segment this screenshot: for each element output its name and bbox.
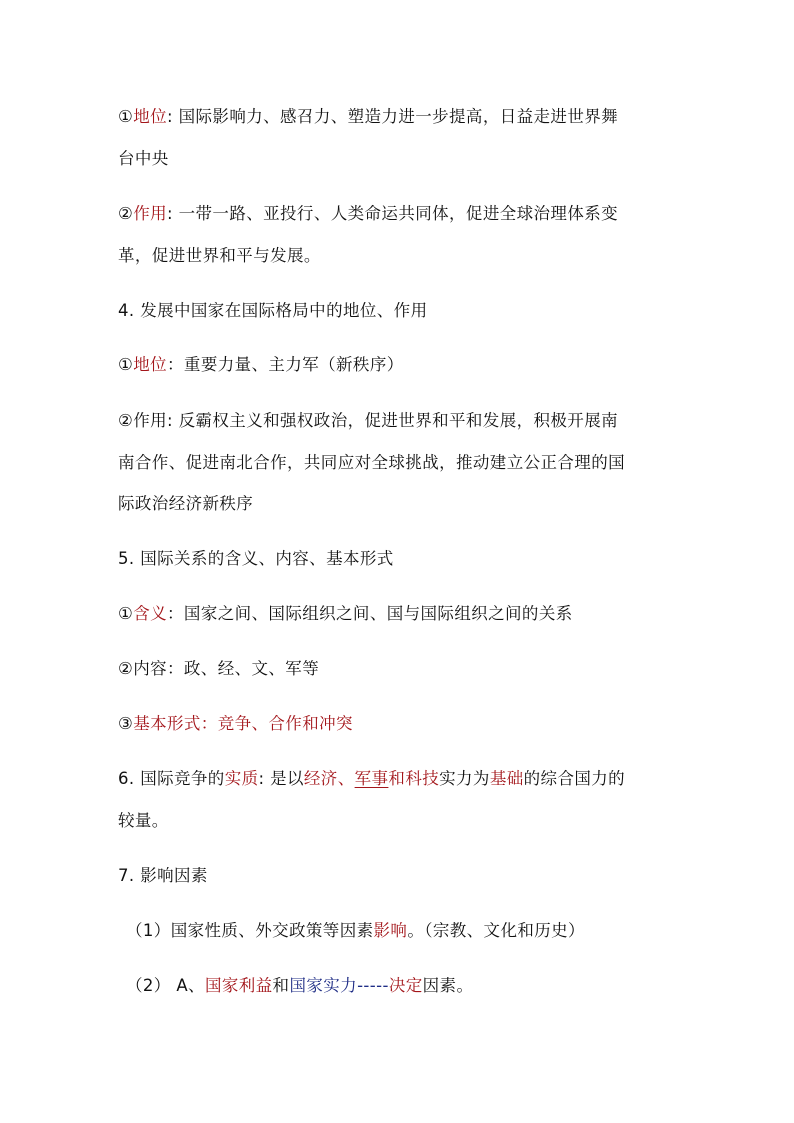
competition-prefix: 6. 国际竞争的: [118, 769, 225, 788]
foundation-term: 基础: [489, 769, 524, 788]
circled-1-marker: ①: [118, 604, 134, 623]
section-4-heading: 4. 发展中国家在国际格局中的地位、作用: [118, 301, 428, 320]
colon: :: [167, 204, 173, 223]
circled-3-marker: ③: [118, 714, 134, 733]
basic-forms-text: 基本形式：竞争、合作和冲突: [133, 714, 353, 733]
developing-role-line-3: 际政治经济新秩序: [118, 494, 254, 513]
developing-role-line-2: 南合作、促进南北合作，共同应对全球挑战，推动建立公正合理的国: [118, 453, 625, 472]
role-text: 一带一路、亚投行、人类命运共同体，促进全球治理体系变: [172, 204, 619, 223]
national-strength-term: 国家实力: [289, 976, 358, 995]
factor-1-prefix: （1）国家性质、外交政策等因素: [126, 921, 374, 940]
competition-essence-line-1: [118, 768, 625, 790]
factor-2-line: [126, 975, 473, 997]
role-line-2: [118, 245, 321, 267]
economy-term: 经济、: [303, 769, 355, 788]
circled-2-marker: ②: [118, 204, 134, 223]
dash-separator: -----: [357, 976, 389, 995]
section-5-heading: 5. 国际关系的含义、内容、基本形式: [118, 549, 394, 568]
basic-forms-line: [118, 713, 353, 735]
role-keyword: 作用: [133, 204, 168, 223]
meaning-line: [118, 603, 573, 625]
circled-1-marker: ①: [118, 107, 134, 126]
content-line: ②内容：政、经、文、军等: [118, 659, 320, 678]
role-text-cont: 革，促进世界和平与发展。: [118, 246, 321, 265]
position-text: 国际影响力、感召力、塑造力进一步提高，日益走进世界舞: [172, 107, 619, 126]
position-text-cont: 台中央: [118, 149, 169, 168]
military-term: 军事: [354, 769, 389, 788]
role-line-1: [118, 203, 618, 225]
position-line-1: [118, 106, 618, 128]
meaning-keyword: 含义: [133, 604, 168, 623]
developing-role-line-1: ②作用: 反霸权主义和强权政治，促进世界和平和发展，积极开展南: [118, 411, 618, 430]
decisive-keyword: 决定: [388, 976, 423, 995]
developing-position-line: [118, 354, 404, 376]
essence-keyword: 实质: [224, 769, 259, 788]
essence-mid: : 是以: [258, 769, 304, 788]
position-line-2: [118, 148, 169, 170]
factor-1-line: [126, 920, 585, 942]
and-text: 和: [272, 976, 290, 995]
meaning-text: ：国家之间、国际组织之间、国与国际组织之间的关系: [167, 604, 573, 623]
competition-essence-line-2: 较量。: [118, 811, 169, 830]
factor-1-suffix: 。（宗教、文化和历史）: [407, 921, 585, 940]
national-interest-term: 国家利益: [204, 976, 273, 995]
factor-2-prefix: （2） A、: [126, 976, 205, 995]
factor-2-suffix: 因素。: [422, 976, 474, 995]
circled-1-marker: ①: [118, 355, 134, 374]
essence-mid2: 实力为: [439, 769, 490, 788]
influence-keyword: 影响: [373, 921, 408, 940]
position-keyword: 地位: [133, 107, 168, 126]
tech-term: 和科技: [388, 769, 440, 788]
position-keyword: 地位: [133, 355, 168, 374]
essence-suffix: 的综合国力的: [523, 769, 626, 788]
colon: :: [167, 107, 173, 126]
section-7-heading: 7. 影响因素: [118, 866, 208, 885]
position-text: ：重要力量、主力军（新秩序）: [167, 355, 404, 374]
